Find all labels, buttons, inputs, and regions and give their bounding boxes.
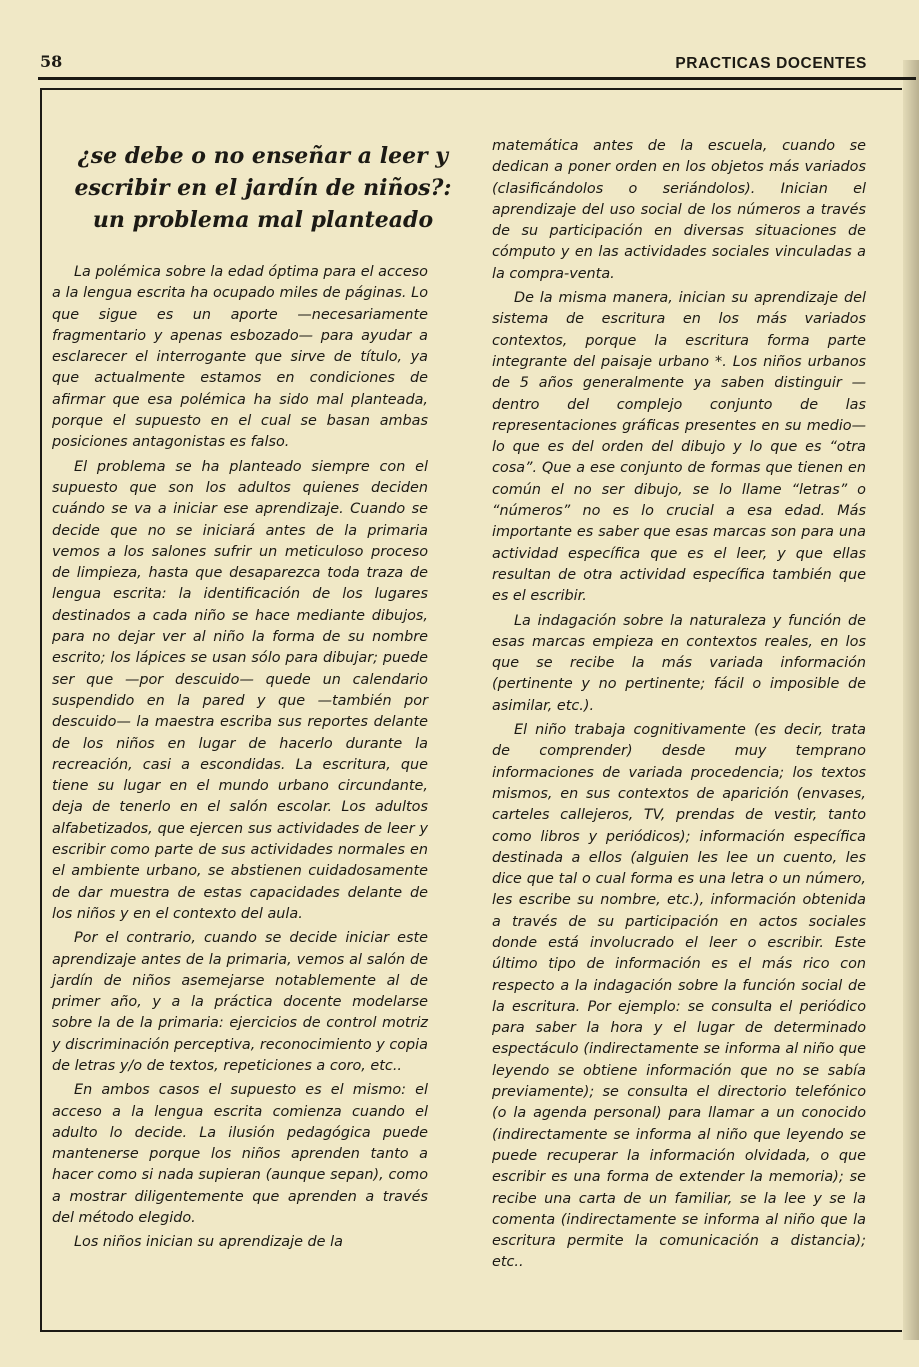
paragraph-continuation: matemática antes de la escuela, cuando se dedican a poner orden en los objetos más variados (clasificándolos o seriándolos). Inician el aprendizaje del uso social de los números a través de su participación en diversas situaciones de cómputo y en las actividades sociales vinculadas a la compra-venta. — [492, 138, 866, 282]
page-number: 58 — [40, 52, 63, 71]
paragraph: El problema se ha planteado siempre con el supuesto que son los adultos quienes deciden cuándo se va a iniciar ese aprendizaje. Cuando se decide que no se iniciará antes de la primaria vemos a los salones sufrir un meticuloso proceso de limpieza, hasta que desaparezca toda traza de lengua escrita: la identificación de los lugares destinados a cada niño se hace mediante dibujos, para no dejar ver al niño la forma de su nombre escrito; los lápices se usan sólo para dibujar; puede ser que —por descuido— quede un calendario suspendido en la pared y que —también por descuido— la maestra escriba sus reportes delante de los niños en lugar de hacerlo durante la recreación, casi a escondidas. La escritura, que tiene su lugar en el mundo urbano circundante, deja de tenerlo en el salón escolar. Los adultos alfabetizados, que ejercen sus actividades de leer y escribir como parte de sus actividades normales en el ambiente urbano, se abstienen cuidadosamente de dar muestra de estas capacidades delante de los niños y en el contexto del aula. — [52, 458, 428, 922]
running-head: PRACTICAS DOCENTES — [675, 55, 867, 72]
left-column — [52, 262, 428, 1257]
paragraph: La polémica sobre la edad óptima para el acceso a la lengua escrita ha ocupado miles de páginas. Lo que sigue es un aporte —necesariamente fragmentario y apenas esbozado— para ayudar a esclarecer el interrogante que sirve de título, ya que actualmente estamos en condiciones de afirmar que esa polémica ha sido mal planteada, porque el supuesto en el cual se basan ambas posiciones antagonistas es falso. — [52, 264, 428, 451]
paragraph: Por el contrario, cuando se decide iniciar este aprendizaje antes de la primaria, vemos al salón de jardín de niños asemejarse notablemente al de primer año, y a la práctica docente modelarse sobre la de la primaria: ejercicios de control motriz y discriminación perceptiva, reconocimiento y copia de letras y/o de textos, repeticiones a coro, etc.. — [52, 930, 428, 1074]
paragraph: De la misma manera, inician su aprendizaje del sistema de escritura en los más variados contextos, porque la escritura forma parte integrante del paisaje urbano *. Los niños urbanos de 5 años generalmente ya saben distinguir —dentro del complejo conjunto de las representaciones gráficas presentes en su medio— lo que es del orden del dibujo y lo que es “otra cosa”. Que a ese conjunto de formas que tienen en común el no ser dibujo, se lo llame “letras” o “números” no es lo crucial a esa edad. Más importante es saber que esas marcas son para una actividad específica que es el leer, y que ellas resultan de otra actividad específica también que es el escribir. — [492, 290, 866, 605]
paragraph: La indagación sobre la naturaleza y función de esas marcas empieza en contextos reales, en los que se recibe la más variada información (pertinente y no pertinente; fácil o imposible de asimilar, etc.). — [492, 612, 866, 714]
adjacent-page-edge — [903, 60, 919, 1340]
paragraph: El niño trabaja cognitivamente (es decir, trata de comprender) desde muy temprano informaciones de variada procedencia; los textos mismos, en sus contextos de aparición (envases, carteles callejeros, TV, prendas de vestir, tanto como libros y periódicos); información específica destinada a ellos (alguien les lee un cuento, les dice que tal o cual forma es una letra o un número, les escribe su nombre, etc.), información obtenida a través de su participación en actos sociales donde está involucrado el leer o escribir. Este último tipo de información es el más rico con respecto a la indagación sobre la función social de la escritura. Por ejemplo: se consulta el periódico para saber la hora y el lugar de determinado espectáculo (indirectamente se informa al niño que leyendo se obtiene información que no se sabía previamente); se consulta el directorio telefónico (o la agenda personal) para llamar a un conocido (indirectamente se informa al niño que leyendo se puede recuperar la información olvidada, o que escribir es una forma de extender la memoria); se recibe una carta de un familiar, se la lee y se la comenta (indirectamente se informa al niño que la escritura permite la comunicación a distancia); etc.. — [492, 722, 866, 1271]
right-column — [492, 136, 866, 1277]
paragraph: Los niños inician su aprendizaje de la — [74, 1234, 343, 1251]
article-title: ¿se debe o no enseñar a leer y escribir en el jardín de niños?: un problema mal planteado — [74, 143, 452, 233]
header-rule — [38, 77, 916, 80]
paragraph: En ambos casos el supuesto es el mismo: el acceso a la lengua escrita comienza cuando el adulto lo decide. La ilusión pedagógica puede mantenerse porque los niños aprenden tanto a hacer como si nada supieran (aunque sepan), como a mostrar diligentemente que aprenden a través del método elegido. — [52, 1082, 428, 1227]
